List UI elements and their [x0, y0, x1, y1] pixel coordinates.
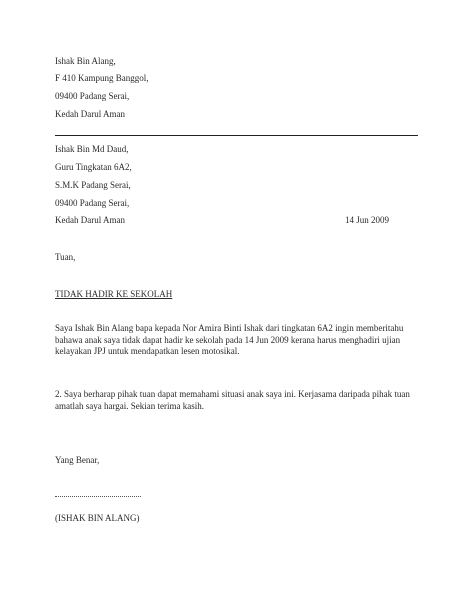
recipient-title: Guru Tingkatan 6A2,: [55, 162, 132, 172]
letter-subject: TIDAK HADIR KE SEKOLAH: [55, 289, 173, 299]
recipient-address-line-1: 09400 Padang Serai,: [55, 198, 130, 208]
body-paragraph-1: Saya Ishak Bin Alang bapa kepada Nor Amira Binti Ishak dari tingkatan 6A2 ingin memberitahu bahawa anak saya tidak dapat hadir ke sekolah pada 14 Jun 2009 kerana harus menghadiri ujian kelayakan JPJ untuk mendapatkan lesen motosikal.: [55, 323, 404, 356]
signature-name: (ISHAK BIN ALANG): [55, 513, 140, 523]
salutation: Tuan,: [55, 252, 76, 262]
recipient-name: Ishak Bin Md Daud,: [55, 144, 129, 154]
sender-address-line-1: F 410 Kampung Banggol,: [55, 73, 149, 83]
body-paragraph-2: 2. Saya berharap pihak tuan dapat memahami situasi anak saya ini. Kerjasama daripada pihak tuan amatlah saya hargai. Sekian terima kasih.: [55, 389, 410, 411]
sender-name: Ishak Bin Alang,: [55, 56, 116, 66]
signature-line: [55, 496, 141, 497]
recipient-school: S.M.K Padang Serai,: [55, 180, 131, 190]
divider-line: [55, 135, 418, 136]
sender-address-line-3: Kedah Darul Aman: [55, 109, 125, 119]
closing: Yang Benar,: [55, 455, 100, 465]
recipient-address-line-2: Kedah Darul Aman: [55, 215, 125, 225]
letter-date: 14 Jun 2009: [345, 215, 390, 225]
sender-address-line-2: 09400 Padang Serai,: [55, 91, 130, 101]
